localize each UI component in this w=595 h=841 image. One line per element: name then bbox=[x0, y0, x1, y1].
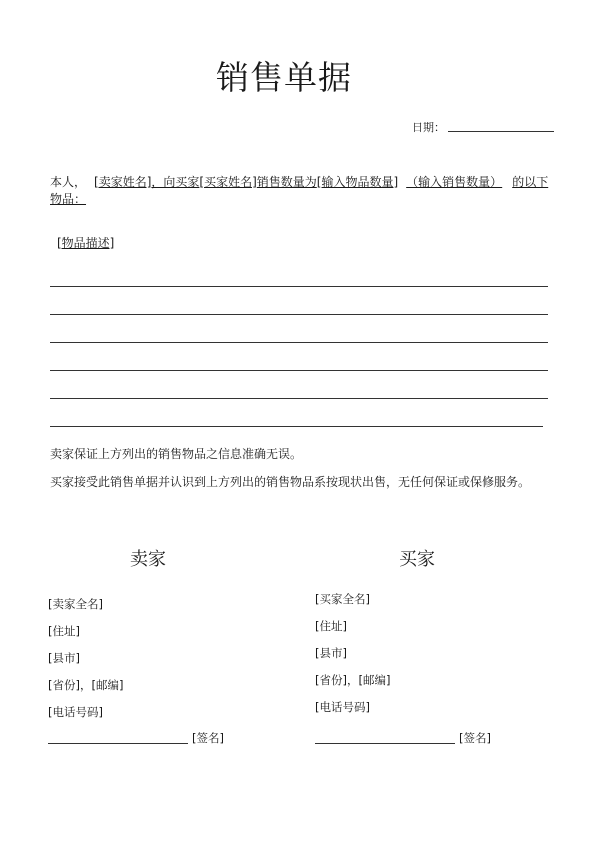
buyer-acceptance-statement: 买家接受此销售单据并认识到上方列出的销售物品系按现状出售，无任何保证或保修服务。 bbox=[50, 475, 531, 489]
description-line-3[interactable] bbox=[50, 342, 548, 343]
seller-full-name-field[interactable]: [卖家全名] bbox=[48, 597, 103, 611]
sale-quantity-placeholder[interactable]: （输入销售数量） bbox=[406, 175, 503, 189]
description-line-1[interactable] bbox=[50, 286, 548, 287]
seller-name-placeholder[interactable]: [卖家姓名] bbox=[94, 175, 152, 189]
item-description-placeholder[interactable]: [物品描述] bbox=[57, 236, 115, 250]
buyer-signature-line[interactable] bbox=[315, 743, 455, 744]
buyer-phone-field[interactable]: [电话号码] bbox=[315, 700, 370, 714]
seller-signature-line[interactable] bbox=[48, 743, 188, 744]
seller-address-field[interactable]: [住址] bbox=[48, 624, 80, 638]
intro-mid-1: ，向买家 bbox=[151, 175, 200, 189]
buyer-province-zip-field[interactable]: [省份]，[邮编] bbox=[315, 673, 391, 687]
seller-city-field[interactable]: [县市] bbox=[48, 651, 80, 665]
intro-line-1 bbox=[50, 174, 548, 190]
description-line-4[interactable] bbox=[50, 370, 548, 371]
intro-prefix: 本人， bbox=[50, 175, 87, 189]
seller-warranty-statement: 卖家保证上方列出的销售物品之信息准确无误。 bbox=[50, 447, 303, 461]
intro-suffix: 的以下 bbox=[512, 175, 549, 189]
buyer-address-field[interactable]: [住址] bbox=[315, 619, 347, 633]
seller-phone-field[interactable]: [电话号码] bbox=[48, 705, 103, 719]
buyer-heading: 买家 bbox=[399, 549, 435, 570]
date-input-line[interactable] bbox=[448, 131, 554, 132]
seller-signature-label: [签名] bbox=[192, 731, 224, 745]
buyer-city-field[interactable]: [县市] bbox=[315, 646, 347, 660]
description-line-5[interactable] bbox=[50, 398, 548, 399]
description-line-2[interactable] bbox=[50, 314, 548, 315]
buyer-signature-label: [签名] bbox=[459, 731, 491, 745]
buyer-full-name-field[interactable]: [买家全名] bbox=[315, 592, 370, 606]
buyer-name-placeholder[interactable]: [买家姓名] bbox=[199, 175, 257, 189]
seller-province-zip-field[interactable]: [省份]，[邮编] bbox=[48, 678, 124, 692]
date-label: 日期： bbox=[412, 121, 445, 134]
intro-line-2: 物品： bbox=[50, 192, 87, 206]
description-line-6[interactable] bbox=[50, 426, 543, 427]
document-title: 销售单据 bbox=[216, 58, 352, 97]
seller-heading: 卖家 bbox=[130, 549, 166, 570]
intro-mid-2: 销售数量为 bbox=[256, 175, 317, 189]
item-quantity-placeholder[interactable]: [输入物品数量] bbox=[316, 175, 399, 189]
